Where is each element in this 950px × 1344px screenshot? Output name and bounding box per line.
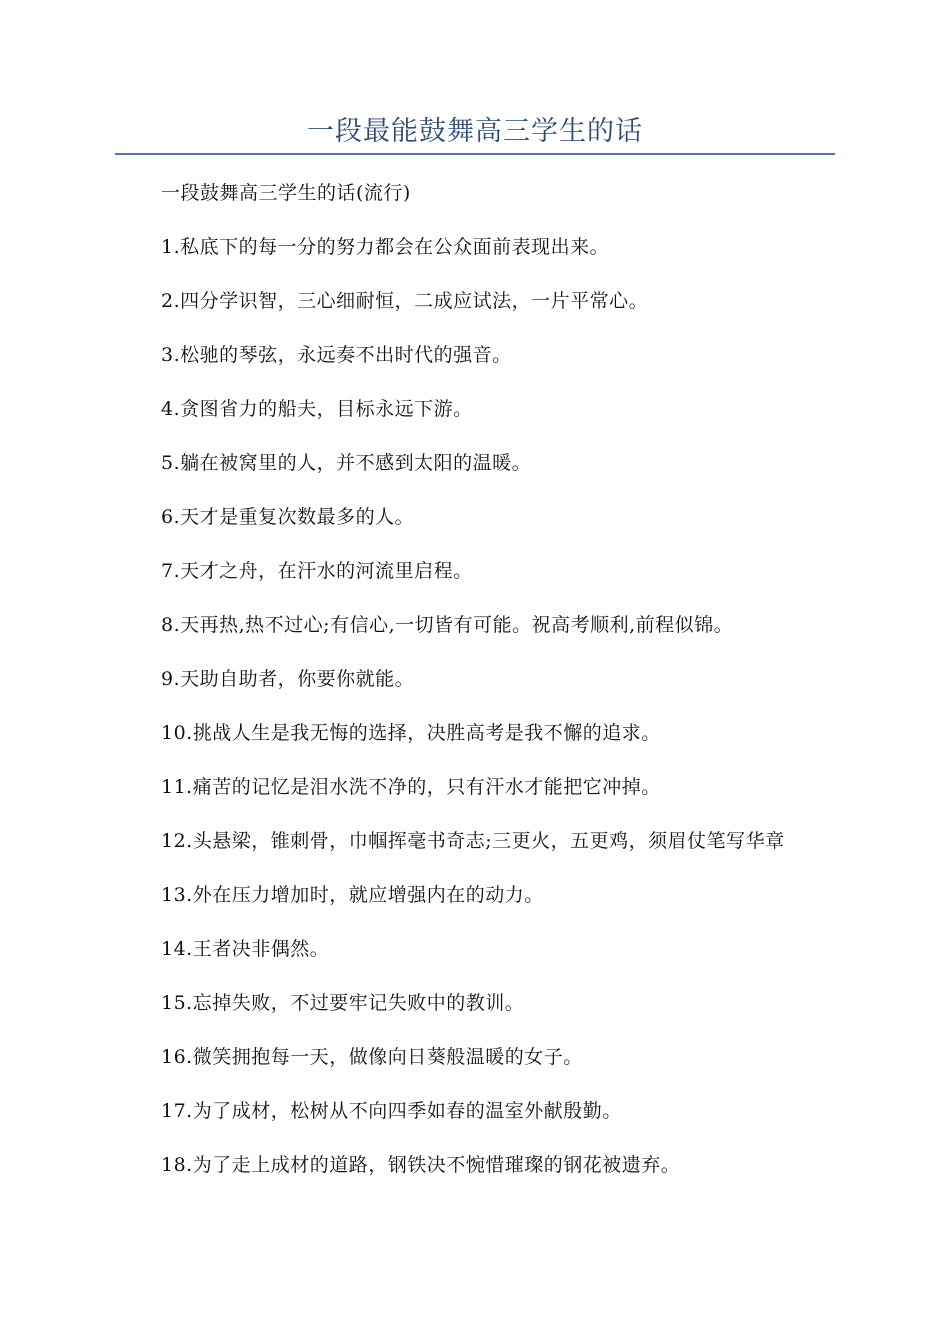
list-item: 7.天才之舟，在汗水的河流里启程。 <box>161 560 473 582</box>
list-item: 16.微笑拥抱每一天，做像向日葵般温暖的女子。 <box>161 1046 583 1068</box>
list-item: 3.松驰的琴弦，永远奏不出时代的强音。 <box>161 344 512 366</box>
list-item: 4.贪图省力的船夫，目标永远下游。 <box>161 398 473 420</box>
list-item: 14.王者决非偶然。 <box>161 938 330 960</box>
subtitle: 一段鼓舞高三学生的话(流行) <box>161 182 411 204</box>
list-item: 17.为了成材，松树从不向四季如春的温室外献殷勤。 <box>161 1100 622 1122</box>
list-item: 10.挑战人生是我无悔的选择，决胜高考是我不懈的追求。 <box>161 722 661 744</box>
list-item: 18.为了走上成材的道路，钢铁决不惋惜璀璨的钢花被遗弃。 <box>161 1154 681 1176</box>
list-item: 12.头悬梁，锥刺骨，巾帼挥毫书奇志;三更火，五更鸡，须眉仗笔写华章 <box>161 830 785 852</box>
list-item: 5.躺在被窝里的人，并不感到太阳的温暖。 <box>161 452 532 474</box>
document-body <box>115 175 835 1201</box>
list-item: 2.四分学识智，三心细耐恒，二成应试法，一片平常心。 <box>161 290 649 312</box>
list-item: 1.私底下的每一分的努力都会在公众面前表现出来。 <box>161 236 610 258</box>
list-item: 15.忘掉失败，不过要牢记失败中的教训。 <box>161 992 525 1014</box>
list-item: 8.天再热,热不过心;有信心,一切皆有可能。祝高考顺利,前程似锦。 <box>161 614 734 636</box>
list-item: 6.天才是重复次数最多的人。 <box>161 506 415 528</box>
title-underline <box>115 153 835 155</box>
list-item: 13.外在压力增加时，就应增强内在的动力。 <box>161 884 544 906</box>
list-item: 9.天助自助者，你要你就能。 <box>161 668 415 690</box>
list-item: 11.痛苦的记忆是泪水洗不净的，只有汗水才能把它冲掉。 <box>161 776 661 798</box>
page-title: 一段最能鼓舞高三学生的话 <box>307 116 643 147</box>
